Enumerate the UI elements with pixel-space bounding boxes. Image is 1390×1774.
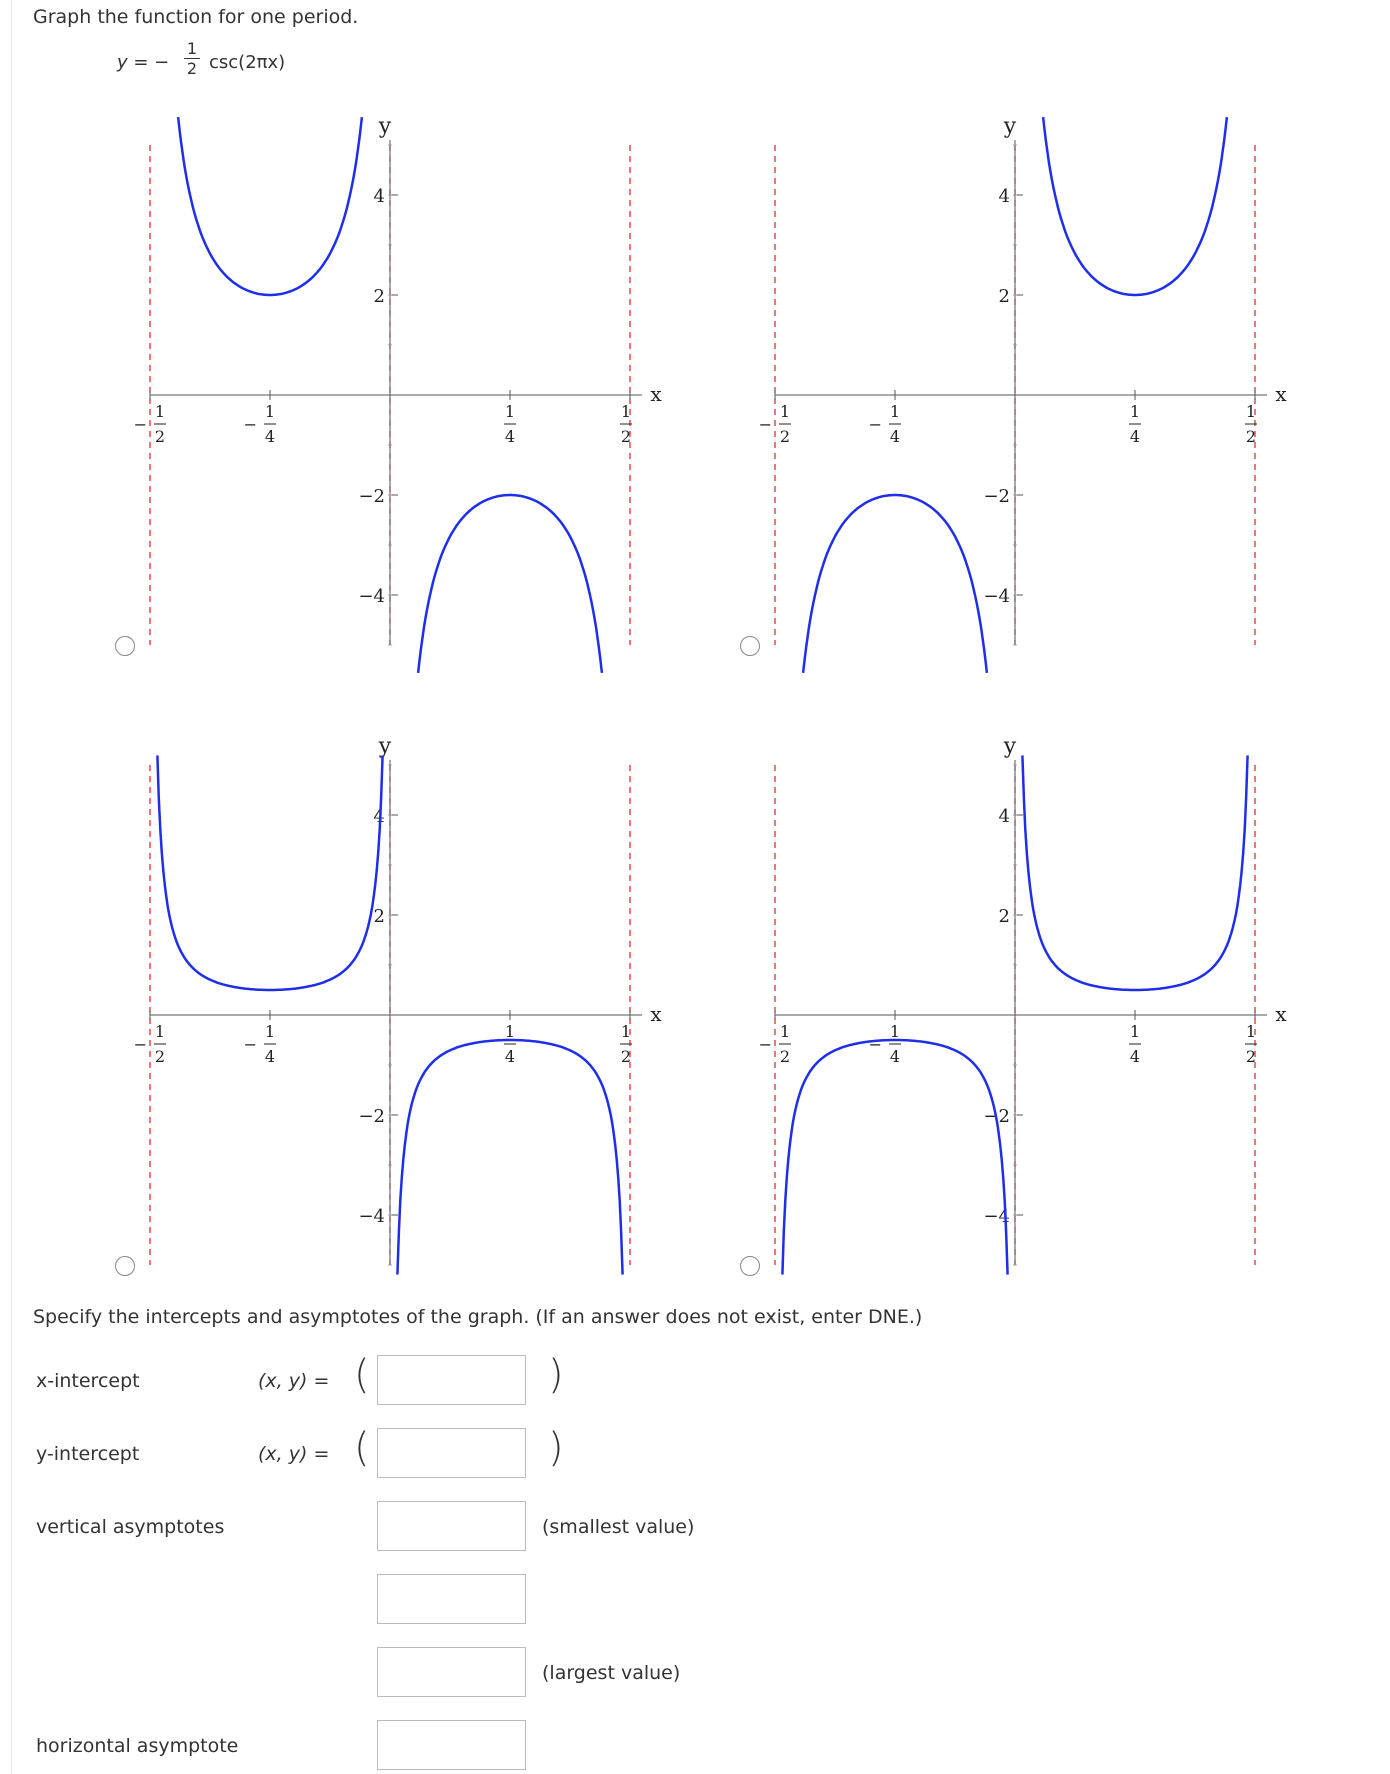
y-intercept-label: y-intercept — [36, 1443, 140, 1465]
y-tick-label: −4 — [358, 1206, 385, 1227]
y-axis-label: y — [378, 114, 392, 139]
x-tick-sign: − — [868, 415, 882, 434]
y-tick-label: 2 — [373, 286, 385, 307]
y-tick-label: 4 — [998, 186, 1010, 207]
x-intercept-close-paren: ) — [548, 1352, 564, 1398]
x-tick-numerator: 1 — [264, 402, 276, 421]
y-tick-label: −2 — [358, 486, 385, 507]
y-intercept-close-paren: ) — [548, 1425, 564, 1471]
x-tick-sign: − — [133, 1035, 147, 1054]
option-a-graph — [130, 110, 670, 670]
y-tick-label: 2 — [998, 906, 1010, 927]
x-tick-numerator: 1 — [620, 402, 632, 421]
y-tick-label: −2 — [983, 486, 1010, 507]
x-tick-sign: − — [243, 415, 257, 434]
equation-fraction-denominator: 2 — [186, 59, 198, 78]
vertical-asymptote-input-1[interactable] — [377, 1501, 526, 1551]
vertical-asymptote-input-2[interactable] — [377, 1574, 526, 1624]
curve-right-branch — [1043, 117, 1227, 295]
x-tick-numerator: 1 — [779, 1022, 791, 1041]
x-intercept-input[interactable] — [377, 1355, 526, 1405]
x-tick-sign: − — [868, 1035, 882, 1054]
curve-left-branch — [178, 117, 362, 295]
x-tick-denominator: 2 — [779, 1047, 791, 1066]
vertical-asymptote-input-3[interactable] — [377, 1647, 526, 1697]
question-prompt: Graph the function for one period. — [33, 6, 359, 28]
curve-left-branch — [779, 1040, 1007, 1275]
x-axis-label: x — [650, 382, 662, 406]
equation-fraction — [184, 40, 200, 77]
x-tick-numerator: 1 — [504, 402, 516, 421]
x-tick-denominator: 2 — [620, 427, 632, 446]
coord-label-equals: = — [307, 1443, 330, 1465]
equation-fraction-numerator: 1 — [186, 39, 198, 58]
coord-label-equals: = — [307, 1370, 330, 1392]
curve-left-branch — [157, 755, 382, 990]
x-tick-denominator: 4 — [264, 1047, 276, 1066]
y-tick-label: 4 — [373, 806, 385, 827]
horizontal-asymptote-input[interactable] — [377, 1720, 526, 1770]
y-axis-label: y — [1003, 734, 1017, 759]
vertical-asymptotes-label: vertical asymptotes — [36, 1516, 225, 1538]
curve-right-branch — [1022, 755, 1247, 990]
x-tick-denominator: 4 — [889, 427, 901, 446]
x-tick-denominator: 2 — [154, 427, 166, 446]
curve-right-branch — [397, 1040, 622, 1275]
y-tick-label: −4 — [358, 586, 385, 607]
x-tick-sign: − — [243, 1035, 257, 1054]
x-tick-numerator: 1 — [889, 402, 901, 421]
x-tick-numerator: 1 — [504, 1022, 516, 1041]
x-tick-numerator: 1 — [1245, 1022, 1257, 1041]
x-intercept-label: x-intercept — [36, 1370, 140, 1392]
x-tick-denominator: 4 — [889, 1047, 901, 1066]
equation-rhs: csc(2πx) — [209, 52, 286, 73]
x-intercept-coord-label — [258, 1370, 329, 1392]
x-tick-denominator: 2 — [1245, 1047, 1257, 1066]
x-tick-numerator: 1 — [889, 1022, 901, 1041]
smallest-value-note: (smallest value) — [542, 1516, 695, 1538]
x-axis-label: x — [1275, 1002, 1287, 1026]
x-axis-label: x — [1275, 382, 1287, 406]
option-c-graph — [130, 730, 670, 1290]
x-axis-label: x — [650, 1002, 662, 1026]
x-tick-denominator: 2 — [1245, 427, 1257, 446]
x-tick-numerator: 1 — [1245, 402, 1257, 421]
equation-lhs: y = − — [117, 52, 170, 73]
y-tick-label: 4 — [998, 806, 1010, 827]
y-intercept-input[interactable] — [377, 1428, 526, 1478]
x-tick-denominator: 2 — [620, 1047, 632, 1066]
x-tick-denominator: 2 — [154, 1047, 166, 1066]
left-margin-rule — [11, 0, 12, 1774]
y-tick-label: −2 — [983, 1106, 1010, 1127]
curve-left-branch — [803, 495, 987, 673]
x-tick-numerator: 1 — [1129, 402, 1141, 421]
option-b-graph — [755, 110, 1295, 670]
x-tick-denominator: 4 — [504, 1047, 516, 1066]
coord-label-text: (x, y) — [258, 1370, 308, 1392]
y-axis-label: y — [378, 734, 392, 759]
horizontal-asymptote-label: horizontal asymptote — [36, 1735, 239, 1757]
x-tick-denominator: 4 — [1129, 427, 1141, 446]
x-tick-sign: − — [133, 415, 147, 434]
y-tick-label: 4 — [373, 186, 385, 207]
x-tick-sign: − — [758, 1035, 772, 1054]
y-tick-label: 2 — [998, 286, 1010, 307]
x-tick-denominator: 4 — [1129, 1047, 1141, 1066]
x-tick-numerator: 1 — [779, 402, 791, 421]
x-tick-sign: − — [758, 415, 772, 434]
option-d-graph — [755, 730, 1295, 1290]
y-tick-label: −4 — [983, 1206, 1010, 1227]
coord-label-text: (x, y) — [258, 1443, 308, 1465]
x-intercept-open-paren: ( — [354, 1352, 370, 1398]
y-tick-label: −4 — [983, 586, 1010, 607]
x-tick-numerator: 1 — [620, 1022, 632, 1041]
x-tick-denominator: 4 — [264, 427, 276, 446]
largest-value-note: (largest value) — [542, 1662, 681, 1684]
curve-right-branch — [418, 495, 602, 673]
y-tick-label: −2 — [358, 1106, 385, 1127]
x-tick-numerator: 1 — [154, 1022, 166, 1041]
y-intercept-coord-label — [258, 1443, 329, 1465]
x-tick-numerator: 1 — [1129, 1022, 1141, 1041]
x-tick-denominator: 2 — [779, 427, 791, 446]
x-tick-numerator: 1 — [264, 1022, 276, 1041]
y-intercept-open-paren: ( — [354, 1425, 370, 1471]
y-axis-label: y — [1003, 114, 1017, 139]
x-tick-denominator: 4 — [504, 427, 516, 446]
specify-instruction: Specify the intercepts and asymptotes of the graph. (If an answer does not exist, enter DNE.) — [33, 1306, 923, 1328]
x-tick-numerator: 1 — [154, 402, 166, 421]
y-tick-label: 2 — [373, 906, 385, 927]
